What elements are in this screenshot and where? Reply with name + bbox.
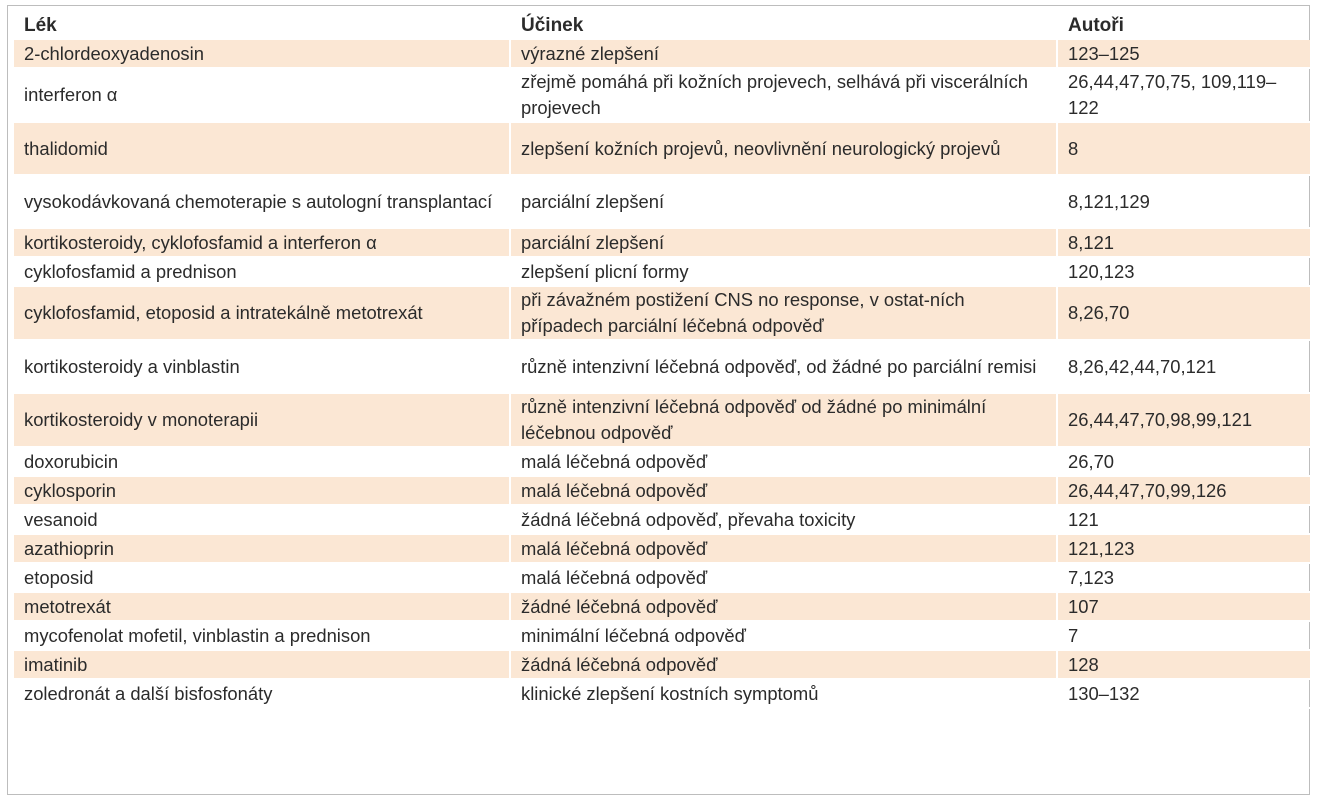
table-row — [14, 564, 1310, 593]
cell-effect: zlepšení plicní formy — [511, 258, 1058, 287]
cell-authors: 8,26,70 — [1058, 287, 1310, 341]
table-row — [14, 394, 1310, 448]
cell-effect: zlepšení kožních projevů, neovlivnění neurologický projevů — [511, 123, 1058, 176]
cell-authors: 8,26,42,44,70,121 — [1058, 341, 1310, 394]
cell-authors: 26,70 — [1058, 448, 1310, 477]
table-row — [14, 622, 1310, 651]
cell-drug: imatinib — [14, 651, 511, 680]
cell-effect: různě intenzivní léčebná odpověď od žádné po minimální léčebnou odpověď — [511, 394, 1058, 448]
cell-drug: kortikosteroidy v monoterapii — [14, 394, 511, 448]
table-row — [14, 229, 1310, 258]
cell-authors: 26,44,47,70,98,99,121 — [1058, 394, 1310, 448]
cell-authors: 121,123 — [1058, 535, 1310, 564]
column-header-effect: Účinek — [521, 15, 584, 36]
drug-treatment-table — [14, 12, 1310, 709]
table-row — [14, 287, 1310, 341]
cell-effect: žádná léčebná odpověď, převaha toxicity — [511, 506, 1058, 535]
cell-drug: etoposid — [14, 564, 511, 593]
cell-effect: různě intenzivní léčebná odpověď, od žádné po parciální remisi — [511, 341, 1058, 394]
cell-authors: 26,44,47,70,75, 109,119–122 — [1058, 69, 1310, 123]
cell-authors: 128 — [1058, 651, 1310, 680]
cell-authors: 8 — [1058, 123, 1310, 176]
table-row — [14, 40, 1310, 69]
cell-effect: minimální léčebná odpověď — [511, 622, 1058, 651]
table-row — [14, 506, 1310, 535]
cell-drug: interferon α — [14, 69, 511, 123]
table-row — [14, 123, 1310, 176]
cell-effect: malá léčebná odpověď — [511, 564, 1058, 593]
table-row — [14, 651, 1310, 680]
cell-drug: azathioprin — [14, 535, 511, 564]
cell-drug: thalidomid — [14, 123, 511, 176]
cell-drug: cyklosporin — [14, 477, 511, 506]
cell-effect: zřejmě pomáhá při kožních projevech, selhává při viscerálních projevech — [511, 69, 1058, 123]
cell-drug: mycofenolat mofetil, vinblastin a prednison — [14, 622, 511, 651]
cell-effect: klinické zlepšení kostních symptomů — [511, 680, 1058, 709]
cell-authors: 121 — [1058, 506, 1310, 535]
cell-authors: 130–132 — [1058, 680, 1310, 709]
cell-drug: kortikosteroidy a vinblastin — [14, 341, 511, 394]
table-row — [14, 69, 1310, 123]
cell-drug: metotrexát — [14, 593, 511, 622]
table-row — [14, 258, 1310, 287]
cell-drug: vesanoid — [14, 506, 511, 535]
cell-drug: cyklofosfamid, etoposid a intratekálně metotrexát — [14, 287, 511, 341]
cell-authors: 120,123 — [1058, 258, 1310, 287]
table-row — [14, 448, 1310, 477]
cell-authors: 7 — [1058, 622, 1310, 651]
cell-authors: 123–125 — [1058, 40, 1310, 69]
cell-drug: vysokodávkovaná chemoterapie s autologní transplantací — [14, 176, 511, 229]
cell-effect: při závažném postižení CNS no response, v ostat-ních případech parciální léčebná odpověď — [511, 287, 1058, 341]
table-row — [14, 535, 1310, 564]
table-row — [14, 593, 1310, 622]
table-row — [14, 176, 1310, 229]
cell-effect: parciální zlepšení — [511, 229, 1058, 258]
cell-effect: malá léčebná odpověď — [511, 477, 1058, 506]
table-row — [14, 477, 1310, 506]
cell-drug: cyklofosfamid a prednison — [14, 258, 511, 287]
cell-authors: 7,123 — [1058, 564, 1310, 593]
table-row — [14, 680, 1310, 709]
cell-effect: malá léčebná odpověď — [511, 448, 1058, 477]
cell-effect: parciální zlepšení — [511, 176, 1058, 229]
cell-authors: 107 — [1058, 593, 1310, 622]
cell-authors: 8,121 — [1058, 229, 1310, 258]
column-header-authors: Autoři — [1068, 15, 1124, 36]
cell-drug: 2-chlordeoxyadenosin — [14, 40, 511, 69]
cell-authors: 8,121,129 — [1058, 176, 1310, 229]
cell-effect: žádné léčebná odpověď — [511, 593, 1058, 622]
column-header-drug: Lék — [24, 15, 57, 36]
cell-effect: výrazné zlepšení — [511, 40, 1058, 69]
cell-effect: žádná léčebná odpověď — [511, 651, 1058, 680]
table-row — [14, 341, 1310, 394]
cell-authors: 26,44,47,70,99,126 — [1058, 477, 1310, 506]
cell-drug: doxorubicin — [14, 448, 511, 477]
cell-effect: malá léčebná odpověď — [511, 535, 1058, 564]
table-header-row — [14, 12, 1310, 40]
cell-drug: kortikosteroidy, cyklofosfamid a interferon α — [14, 229, 511, 258]
cell-drug: zoledronát a další bisfosfonáty — [14, 680, 511, 709]
